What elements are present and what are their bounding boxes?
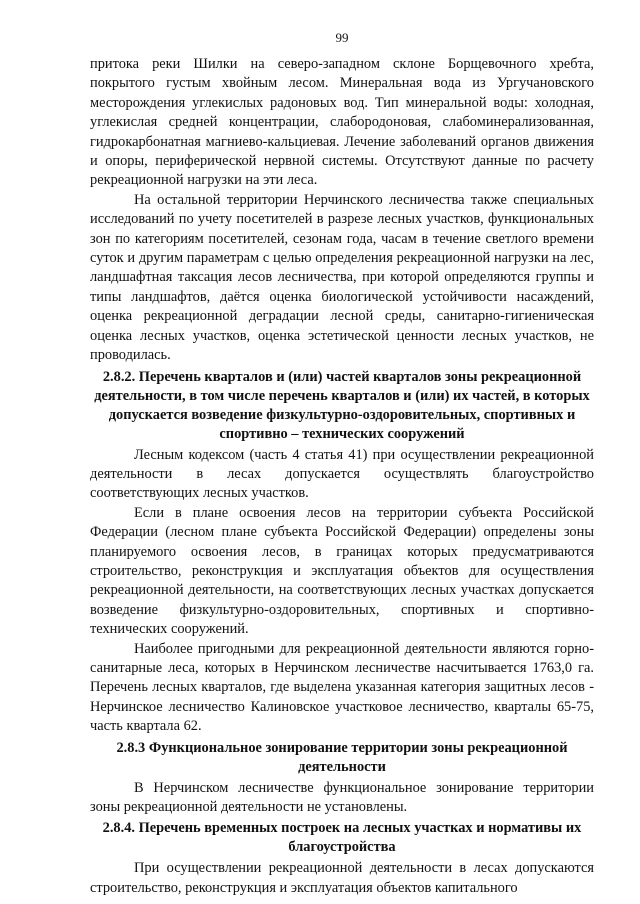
paragraph-forest-code: Лесным кодексом (часть 4 статья 41) при осуществлении рекреационной деятельности в лесах допускается осуществлять благоустройство соответствующих лесных участков. [90,446,594,502]
section-heading-2-8-2: 2.8.2. Перечень кварталов и (или) частей кварталов зоны рекреационной деятельности, в том числе перечень кварталов и (или) их частей, в которых допускается возведение физкультурно-оздоровительных, спортивных и спортивно – технических сооружений [94,368,590,442]
paragraph-zoning: В Нерчинском лесничестве функциональное зонирование территории зоны рекреационной деятельности не установлены. [90,779,594,815]
paragraph-continuation: притока реки Шилки на северо-западном склоне Борщевочного хребта, покрытого густым хвойным лесом. Минеральная вода из Ургучановского месторождения углекислых радоновых вод. Тип минеральной воды: холодная, углекислая средней концентрации, слабородоновая, слабоминерализованная, гидрокарбонатная магниево-кальциевая. Лечение заболеваний органов движения и опоры, периферической нервной системы. Отсутствуют данные по расчету рекреационной нагрузки на эти леса. [90,56,594,189]
paragraph-nerchinsk-studies: На остальной территории Нерчинского лесничества также специальных исследований по учету посетителей в разрезе лесных участков, функциональных зон по категориям посетителей, сезонам года, часам в течение светлого времени суток и другим параметрам с целью определения рекреационной нагрузки на лес, ландшафтная таксация лесов лесничества, при которой определяются группы и типы ландшафтов, даётся оценка биологической устойчивости насаждений, оценка рекреационной деградации лесной среды, санитарно-гигиеническая оценка лесных участков, оценка эстетической ценности лесных участков, не проводилась. [90,191,594,364]
paragraph-suitable-forests: Наиболее пригодными для рекреационной деятельности являются горно-санитарные леса, которых в Нерчинском лесничестве насчитывается 1763,0 га. Перечень лесных кварталов, где выделена указанная категория защитных лесов - Нерчинское лесничество Калиновское участковое лесничество, кварталы 65-75, часть квартала 62. [90,640,594,735]
page-number: 99 [335,30,349,45]
paragraph-temporary-buildings: При осуществлении рекреационной деятельности в лесах допускаются строительство, реконструкция и эксплуатация объектов капитального [90,860,594,896]
paragraph-forest-plan: Если в плане освоения лесов на территории субъекта Российской Федерации (лесном плане субъекта Российской Федерации) определены зоны планируемого освоения лесов, в границах которых предусматриваются строительство, реконструкция и эксплуатация объектов для осуществления рекреационной деятельности, на соответствующих лесных участках допускается возведение физкультурно-оздоровительных, спортивных и спортивно-технических сооружений. [90,504,594,638]
section-heading-2-8-3: 2.8.3 Функциональное зонирование территории зоны рекреационной деятельности [116,739,568,775]
section-heading-2-8-4: 2.8.4. Перечень временных построек на лесных участках и нормативы их благоустройства [102,820,582,856]
document-page [90,30,594,898]
